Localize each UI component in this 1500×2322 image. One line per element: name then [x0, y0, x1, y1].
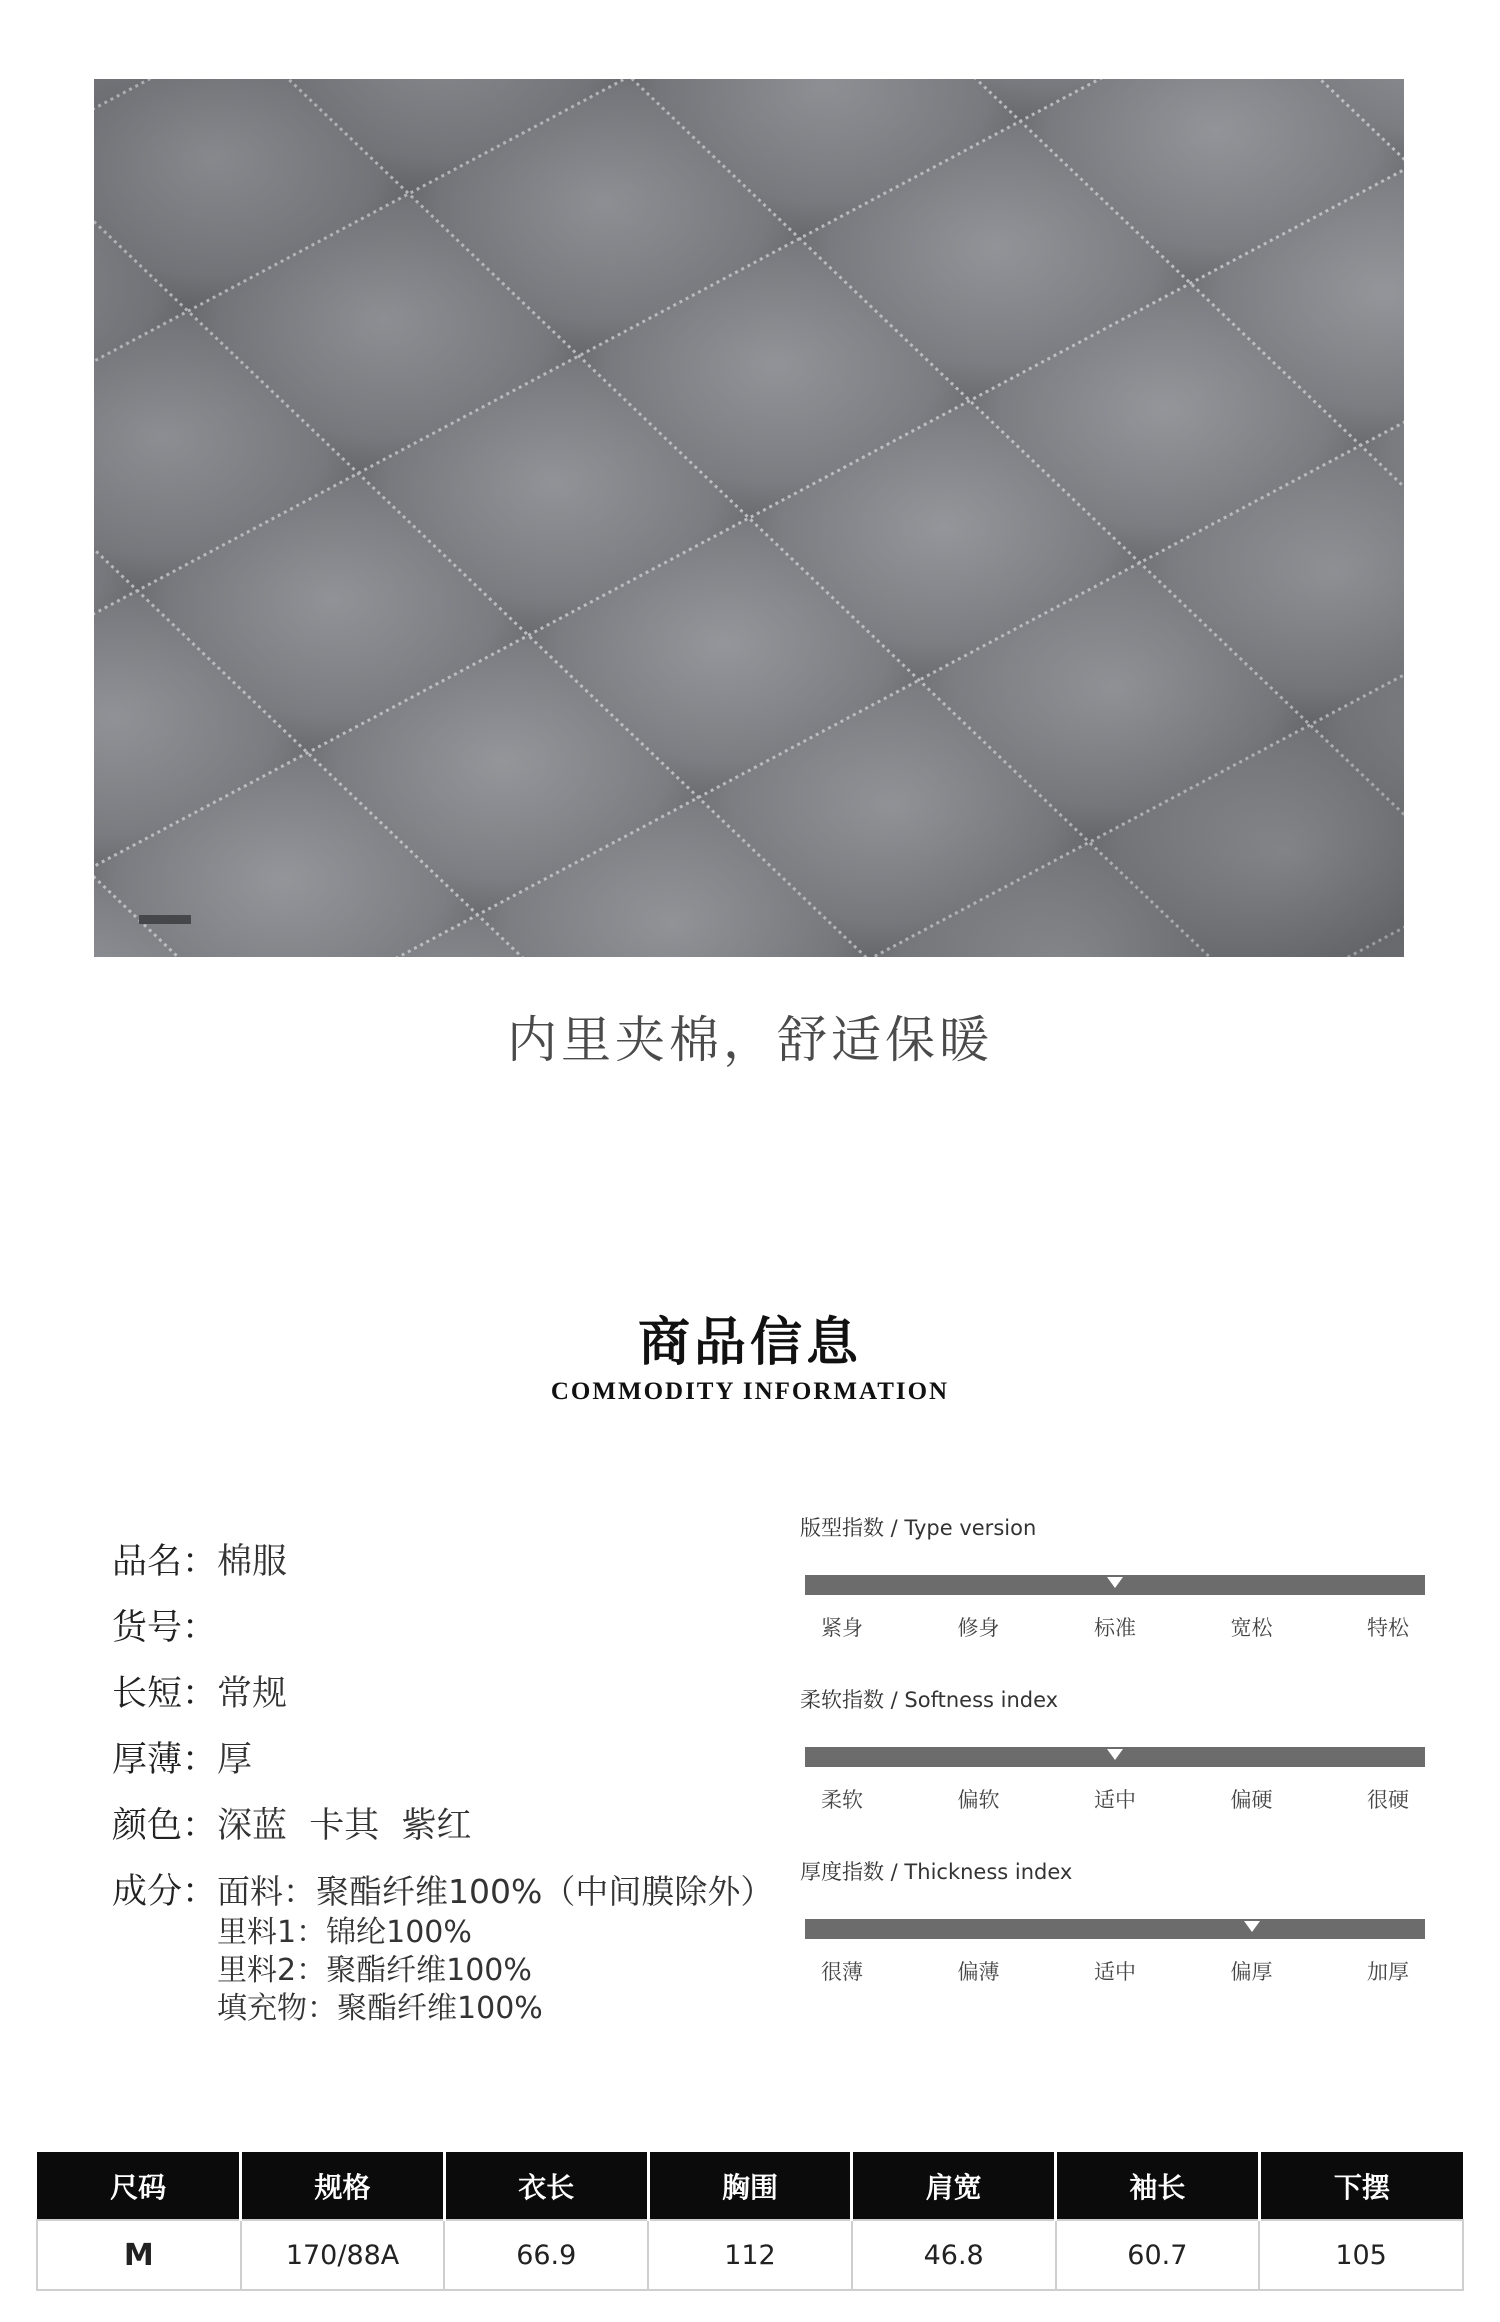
- type-version-index: [800, 1512, 1420, 1684]
- index-bar: [805, 1575, 1425, 1595]
- column-header: 衣长: [444, 2152, 648, 2220]
- index-marker-icon: [1107, 1749, 1123, 1760]
- column-header: 规格: [241, 2152, 445, 2220]
- table-cell: 170/88A: [241, 2220, 445, 2290]
- info-value: 棉服: [217, 1542, 288, 1582]
- index-label: 柔软: [821, 1788, 863, 1812]
- product-info: [112, 1540, 792, 2050]
- table-cell: 112: [648, 2220, 852, 2290]
- index-label: 宽松: [1230, 1616, 1273, 1640]
- index-marker-icon: [1244, 1921, 1260, 1932]
- index-title: 厚度指数 / Thickness index: [800, 1860, 1073, 1884]
- index-label: 偏硬: [1230, 1788, 1273, 1812]
- index-bar: [805, 1747, 1425, 1767]
- column-header: 袖长: [1056, 2152, 1260, 2220]
- column-header: 尺码: [37, 2152, 241, 2220]
- index-label: 紧身: [821, 1616, 863, 1640]
- column-header: 胸围: [648, 2152, 852, 2220]
- thickness-index: [800, 1856, 1420, 2028]
- index-title: 柔软指数 / Softness index: [800, 1688, 1059, 1712]
- table-cell: 105: [1259, 2220, 1463, 2290]
- index-title: 版型指数 / Type version: [800, 1516, 1037, 1540]
- table-row: [37, 2220, 1463, 2290]
- table-cell: M: [37, 2220, 241, 2290]
- info-row-thickness: [112, 1738, 792, 1782]
- info-value: 深蓝 卡其 紫红: [217, 1806, 472, 1846]
- table-cell: 60.7: [1056, 2220, 1260, 2290]
- composition-list: [217, 1870, 773, 2028]
- table-cell: 66.9: [444, 2220, 648, 2290]
- info-row-composition: [112, 1870, 792, 2028]
- table-header-row: [37, 2152, 1463, 2220]
- index-label: 很薄: [821, 1960, 863, 1984]
- info-key: 货号：: [112, 1608, 218, 1648]
- composition-line: 里料1：锦纶100%: [217, 1915, 472, 1950]
- info-row-colors: [112, 1804, 792, 1848]
- index-label: 适中: [1094, 1788, 1136, 1812]
- info-row-length: [112, 1672, 792, 1716]
- index-labels: [805, 1956, 1425, 1986]
- index-label: 偏软: [957, 1788, 1000, 1812]
- index-label: 标准: [1094, 1616, 1136, 1640]
- index-labels: [805, 1612, 1425, 1642]
- info-value: 常规: [217, 1674, 288, 1714]
- info-key: 厚薄：: [112, 1740, 218, 1780]
- index-label: 修身: [957, 1616, 1000, 1640]
- table-cell: 46.8: [852, 2220, 1056, 2290]
- info-key: 颜色：: [112, 1806, 218, 1846]
- index-label: 偏薄: [957, 1960, 1000, 1984]
- photo-caption: 内里夹棉，舒适保暖: [507, 1011, 993, 1069]
- section-subtitle: COMMODITY INFORMATION: [550, 1378, 950, 1405]
- composition-line: 填充物：聚酯纤维100%: [217, 1991, 543, 2026]
- index-bar: [805, 1919, 1425, 1939]
- image-indicator: [139, 915, 191, 924]
- index-label: 特松: [1367, 1616, 1409, 1640]
- info-key: 品名：: [112, 1542, 218, 1582]
- info-value: 厚: [217, 1740, 253, 1780]
- column-header: 下摆: [1259, 2152, 1463, 2220]
- info-row-sku: [112, 1606, 792, 1650]
- softness-index: [800, 1684, 1420, 1856]
- index-panel: [800, 1512, 1420, 2028]
- index-labels: [805, 1784, 1425, 1814]
- composition-line: 里料2：聚酯纤维100%: [217, 1953, 532, 1988]
- fabric-photo: [94, 79, 1404, 957]
- info-row-name: [112, 1540, 792, 1584]
- index-label: 很硬: [1367, 1788, 1409, 1812]
- index-label: 偏厚: [1230, 1960, 1273, 1984]
- column-header: 肩宽: [852, 2152, 1056, 2220]
- info-key: 长短：: [112, 1674, 218, 1714]
- index-marker-icon: [1107, 1577, 1123, 1588]
- composition-line: 面料：聚酯纤维100%（中间膜除外）: [217, 1872, 774, 1911]
- info-key: 成分：: [112, 1872, 218, 1912]
- section-title: 商品信息: [637, 1313, 862, 1373]
- size-table: [36, 2152, 1464, 2291]
- index-label: 加厚: [1367, 1960, 1409, 1984]
- index-label: 适中: [1094, 1960, 1136, 1984]
